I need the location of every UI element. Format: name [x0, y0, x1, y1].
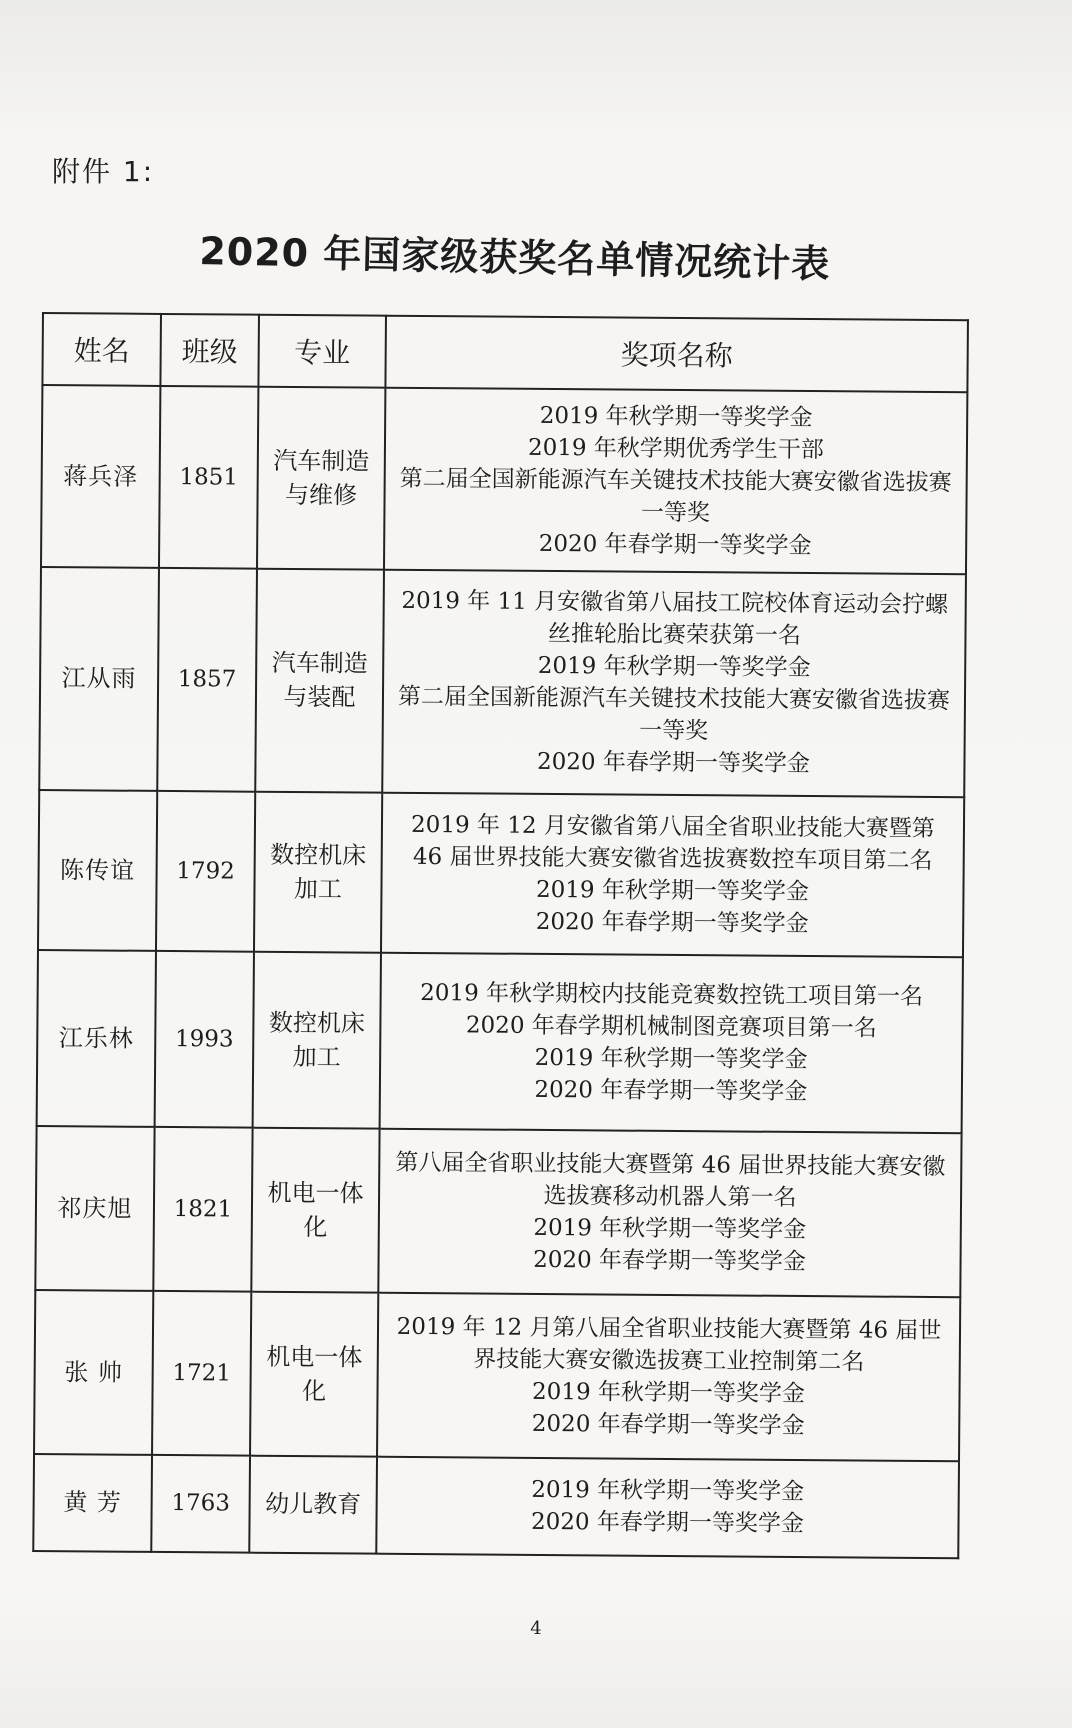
award-list	[377, 1293, 960, 1461]
table-row	[37, 950, 963, 1133]
award-table-container	[32, 312, 967, 1559]
award-list	[378, 1129, 961, 1298]
award-item: 2020 年春学期机械制图竞赛项目第一名	[465, 1012, 877, 1042]
major-name: 汽车制造与装配	[255, 568, 384, 792]
table-row	[39, 567, 966, 797]
header-name: 姓名	[42, 313, 161, 386]
award-item: 2020 年春学期一等奖学金	[533, 1247, 807, 1276]
award-item: 2019 年秋学期一等奖学金	[533, 1215, 807, 1244]
major-name: 数控机床加工	[254, 791, 382, 952]
document-title: 2020 年国家级获奖名单情况统计表	[198, 228, 831, 287]
award-list	[382, 569, 966, 797]
award-list	[380, 953, 963, 1134]
award-item: 第八届全省职业技能大赛暨第 46 届世界技能大赛安徽选拔赛移动机器人第一名	[395, 1150, 946, 1212]
award-list	[384, 388, 967, 574]
major-name: 机电一体化	[251, 1128, 379, 1293]
student-name: 蒋兵泽	[41, 385, 160, 567]
award-item: 2019 年秋学期优秀学生干部	[527, 434, 824, 463]
class-number: 1821	[153, 1127, 252, 1292]
award-item: 2019 年 12 月安徽省第八届全省职业技能大赛暨第 46 届世界技能大赛安徽省选拔赛数控车项目第二名	[411, 811, 935, 874]
major-name: 机电一体化	[250, 1292, 378, 1456]
table-row	[38, 790, 964, 957]
header-class: 班级	[160, 314, 259, 387]
award-item: 2019 年秋学期一等奖学金	[539, 402, 813, 431]
student-name: 江从雨	[39, 567, 159, 791]
award-item: 2019 年秋学期一等奖学金	[534, 1044, 808, 1073]
header-major: 专业	[258, 315, 386, 388]
award-item: 2019 年秋学期一等奖学金	[531, 1378, 806, 1408]
award-item: 2020 年春学期一等奖学金	[534, 1076, 808, 1105]
major-name: 汽车制造与维修	[257, 387, 385, 570]
award-item: 2019 年 11 月安徽省第八届技工院校体育运动会拧螺丝推轮胎比赛荣获第一名	[401, 587, 949, 650]
attachment-label: 附件 1:	[52, 155, 155, 188]
award-item: 第二届全国新能源汽车关键技术技能大赛安徽省选拔赛一等奖	[399, 465, 952, 527]
class-number: 1721	[152, 1291, 251, 1455]
award-item: 2020 年春学期一等奖学金	[536, 748, 810, 778]
class-number: 1851	[159, 386, 258, 568]
student-name: 黄 芳	[33, 1454, 152, 1552]
student-name: 陈传谊	[38, 790, 157, 951]
major-name: 数控机床加工	[253, 952, 381, 1129]
award-item: 2020 年春学期一等奖学金	[535, 908, 809, 937]
award-item: 2020 年春学期一等奖学金	[538, 530, 812, 559]
student-name: 张 帅	[34, 1290, 153, 1454]
award-item: 2020 年春学期一等奖学金	[531, 1410, 805, 1440]
student-name: 江乐林	[37, 950, 156, 1127]
award-list	[381, 792, 964, 957]
page-number: 4	[530, 1618, 542, 1639]
award-item: 2019 年秋学期一等奖学金	[537, 652, 811, 682]
award-table	[32, 312, 969, 1559]
award-item: 2019 年秋学期一等奖学金	[535, 876, 809, 905]
class-number: 1763	[151, 1455, 250, 1553]
award-item: 2019 年秋学期一等奖学金	[531, 1477, 805, 1506]
table-row	[33, 1454, 959, 1558]
award-list	[376, 1456, 959, 1558]
award-item: 2019 年秋学期校内技能竞赛数控铣工项目第一名	[420, 979, 924, 1010]
award-item: 第二届全国新能源汽车关键技术技能大赛安徽省选拔赛一等奖	[397, 683, 951, 745]
class-number: 1792	[156, 791, 255, 952]
table-header-row	[42, 313, 968, 392]
award-item: 2020 年春学期一等奖学金	[530, 1509, 805, 1538]
class-number: 1993	[155, 951, 254, 1128]
award-item: 2019 年 12 月第八届全省职业技能大赛暨第 46 届世界技能大赛安徽选拔赛工业控制第二名	[396, 1313, 942, 1376]
class-number: 1857	[157, 567, 257, 791]
header-awards: 奖项名称	[385, 316, 968, 393]
table-row	[35, 1126, 961, 1298]
table-row	[34, 1290, 960, 1461]
table-row	[41, 385, 967, 574]
major-name: 幼儿教育	[249, 1455, 377, 1553]
student-name: 祁庆旭	[35, 1126, 154, 1291]
